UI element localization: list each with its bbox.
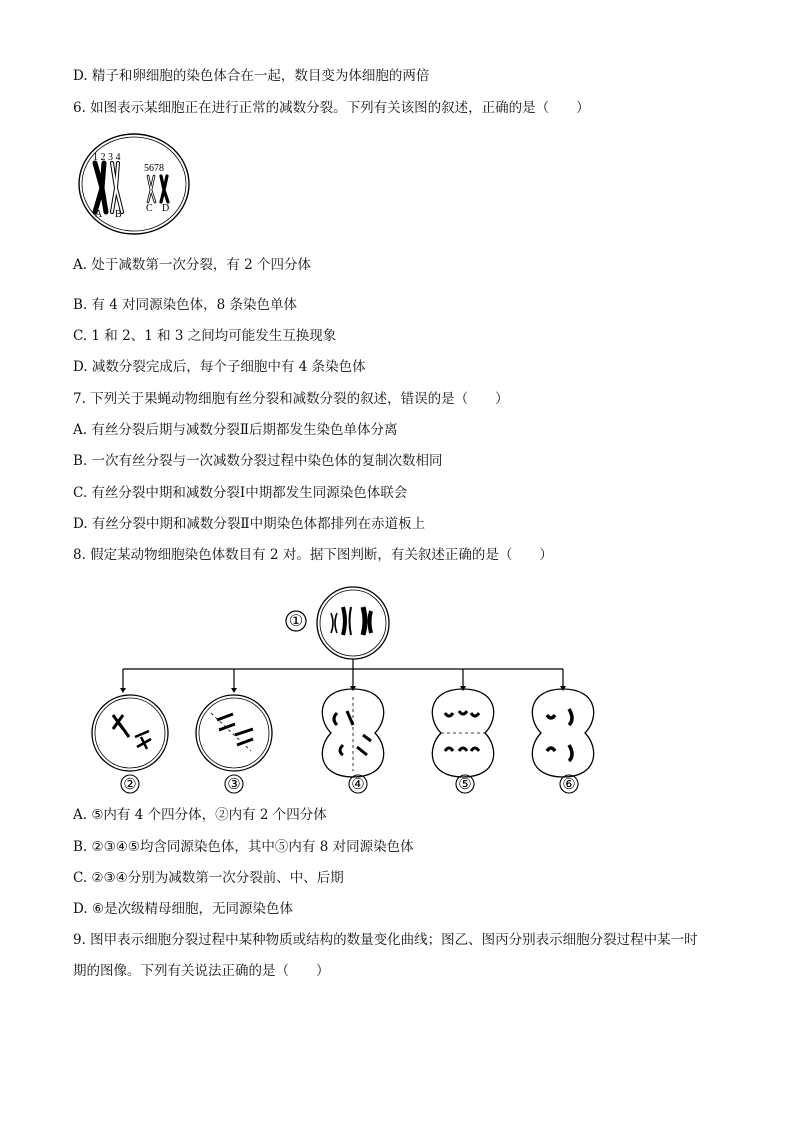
fig6-top-left-labels: 1 2 3 4 [93,152,121,163]
fig6-label-d: D [162,203,170,214]
fig6-top-right-labels: 5678 [144,163,164,174]
q6-option-c: C. 1 和 2、1 和 3 之间均可能发生互换现象 [73,328,337,344]
q6-figure-cell [76,130,196,240]
q5-option-d: D. 精子和卵细胞的染色体合在一起，数目变为体细胞的两倍 [73,68,430,84]
q8-option-b: B. ②③④⑤均含同源染色体，其中⑤内有 8 对同源染色体 [73,839,414,855]
q8-option-a: A. ⑤内有 4 个四分体，②内有 2 个四分体 [73,807,327,823]
q7-stem: 7. 下列关于果蝇动物细胞有丝分裂和减数分裂的叙述，错误的是（ ） [73,391,509,407]
fig8-label-5: ⑤ [458,777,472,793]
q6-option-a: A. 处于减数第一次分裂，有 2 个四分体 [73,257,312,273]
fig8-label-2: ② [123,777,137,793]
fig8-label-1: ① [288,613,304,630]
fig8-label-4: ④ [351,777,365,793]
q8-figure [85,585,625,795]
q6-option-d: D. 减数分裂完成后，每个子细胞中有 4 条染色体 [73,359,366,375]
fig8-label-6: ⑥ [562,777,576,793]
fig8-label-3: ③ [227,777,241,793]
q7-option-d: D. 有丝分裂中期和减数分裂Ⅱ中期染色体都排列在赤道板上 [73,516,426,532]
q8-stem: 8. 假定某动物细胞染色体数目有 2 对。据下图判断，有关叙述正确的是（ ） [73,547,553,563]
q7-option-c: C. 有丝分裂中期和减数分裂Ⅰ中期都发生同源染色体联会 [73,485,408,501]
q6-option-b: B. 有 4 对同源染色体，8 条染色单体 [73,297,298,313]
fig6-label-c: C [146,203,153,214]
q7-option-a: A. 有丝分裂后期与减数分裂Ⅱ后期都发生染色单体分离 [73,422,398,438]
fig6-label-b: B [115,209,122,220]
q8-option-c: C. ②③④分别为减数第一次分裂前、中、后期 [73,870,344,886]
q9-stem-line-2: 期的图像。下列有关说法正确的是（ ） [73,963,330,979]
fig6-label-a: A [95,209,103,220]
q9-stem-line-1: 9. 图甲表示细胞分裂过程中某种物质或结构的数量变化曲线；图乙、图丙分别表示细胞分裂过程中某一时 [73,932,698,948]
q7-option-b: B. 一次有丝分裂与一次减数分裂过程中染色体的复制次数相同 [73,453,443,469]
q8-option-d: D. ⑥是次级精母细胞，无同源染色体 [73,901,294,917]
q6-stem: 6. 如图表示某细胞正在进行正常的减数分裂。下列有关该图的叙述，正确的是（ ） [73,100,590,116]
